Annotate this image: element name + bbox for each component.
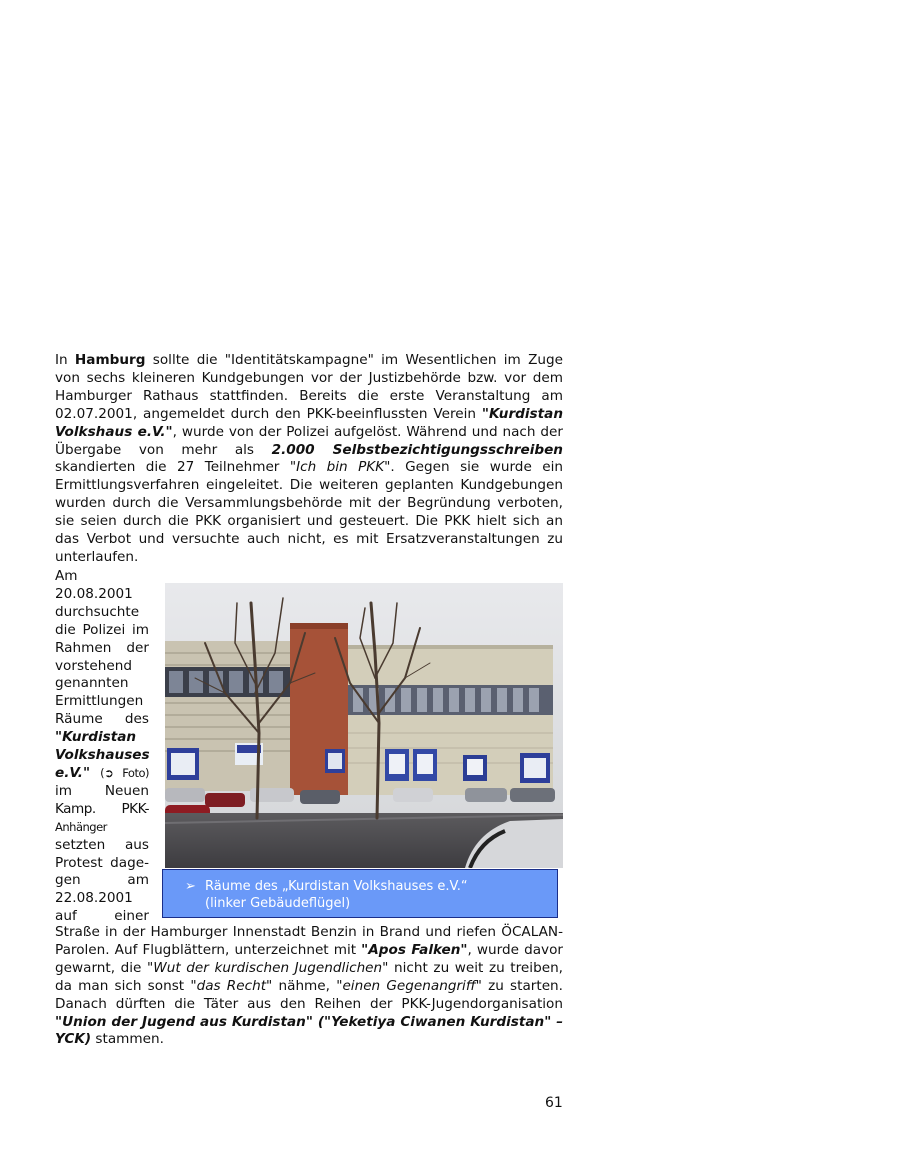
paragraph-hamburg-campaign: In Hamburg sollte die "Identitätskampagne" im Wesentlichen im Zuge von sechs kleineren Kundgebungen vor der Justizbehörde bzw. vor dem Hamburger Rathaus stattfinden. Bereits die erste Veranstaltung am 02.07.2001, angemeldet durch den PKK-beeinflussten Verein "Kurdistan Volkshaus e.V.", wurde von der Polizei aufgelöst. Während und nach der Übergabe von mehr als 2.000 Selbstbezichtigungsschreiben skandierten die 27 Teilnehmer "Ich bin PKK". Gegen sie wurde ein Ermittlungsverfahren eingeleitet. Die weiteren geplanten Kundgebungen wurden durch die Versammlungsbehörde mit der Begründung verboten, sie seien durch die PKK organisiert und gesteuert. Die PKK hielt sich an das Verbot und versuchte auch nicht, es mit Ersatzveranstaltungen zu unterlaufen. xyxy=(55,352,564,565)
caption-line-1: Räume des „Kurdistan Volkshauses e.V.“ xyxy=(205,879,468,894)
photo-reference: (➲ Foto) xyxy=(100,765,149,780)
emph-ich-bin-pkk: "Ich bin PKK" xyxy=(289,459,391,476)
paragraph-search-left-column: Am 20.08.2001 durchsuchte die Polizei im Rahmen der vorstehend genannten Ermittlungen Räume des "Kurdistan Volkshauses e.V." (➲ Foto) im Neuen Kamp. PKK- Anhänger setzten aus Protest dage- gen am 22.08.2001 auf einer xyxy=(55,568,150,925)
building-photo-image xyxy=(165,583,563,868)
photo-caption xyxy=(162,869,558,918)
emph-apos-falken: "Apos Falken" xyxy=(361,941,468,958)
emph-wut: "Wut der kurdischen Jugendlichen" xyxy=(147,959,389,976)
emph-kurdistan: "Kurdistan xyxy=(55,729,137,746)
bold-hamburg: Hamburg xyxy=(74,352,146,368)
page-number: 61 xyxy=(545,1095,563,1111)
emph-selbstbezichtigung: 2.000 Selbstbezichtigungsschreiben xyxy=(271,441,563,458)
building-photo xyxy=(165,583,563,868)
emph-yck: "Union der Jugend aus Kurdistan" ("Yeketiya Ciwanen Kurdistan" – YCK) xyxy=(55,1013,563,1048)
caption-bullet-icon: ➢ xyxy=(185,879,196,894)
emph-volkshauses: Volkshauses xyxy=(55,747,150,764)
caption-line-2: (linker Gebäudeflügel) xyxy=(205,896,351,911)
emph-das-recht: "das Recht" xyxy=(190,977,273,994)
paragraph-arson-continuation: Straße in der Hamburger Innenstadt Benzin in Brand und riefen ÖCALAN-Parolen. Auf Flugblättern, unterzeichnet mit "Apos Falken", wurde davor gewarnt, die "Wut der kurdischen Jugendlichen" nicht zu weit zu treiben, da man sich sonst "das Recht" nähme, "einen Gegenangriff" zu starten. Danach dürften die Täter aus den Reihen der PKK-Jugendorganisation "Union der Jugend aus Kurdistan" ("Yeketiya Ciwanen Kurdistan" – YCK) stammen. xyxy=(55,924,564,1048)
emph-ev: e.V." xyxy=(55,764,91,781)
emph-gegenangriff: "einen Gegenangriff" xyxy=(336,977,482,994)
emph-kurdistan-volkshaus: "Kurdistan Volkshaus e.V." xyxy=(55,405,563,440)
